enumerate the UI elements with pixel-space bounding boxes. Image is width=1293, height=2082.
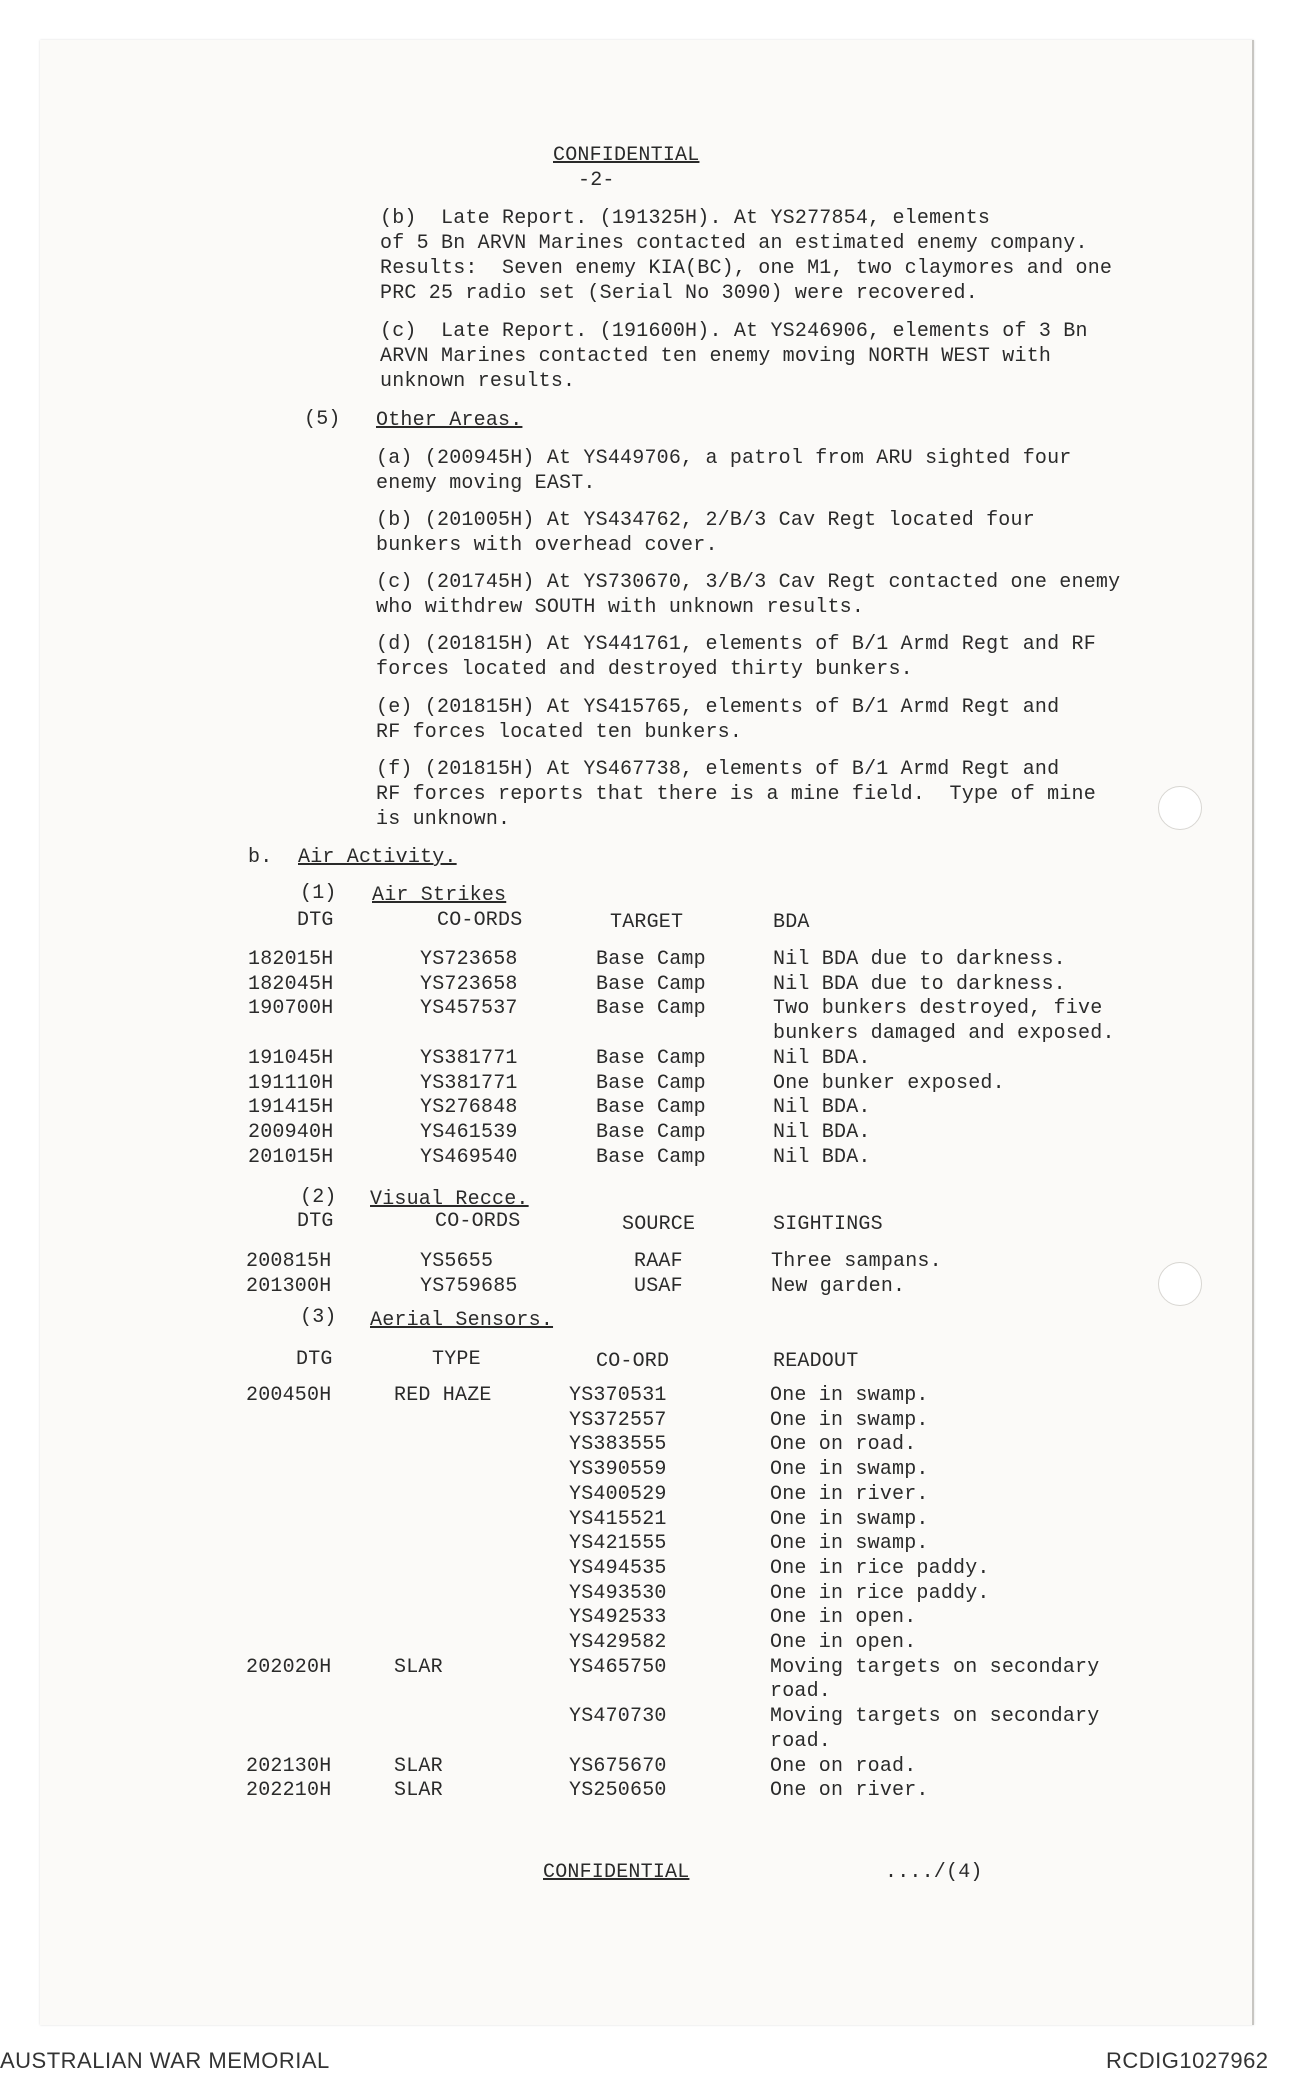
visual-recce-number: (2) (300, 1186, 337, 1209)
aerial-sensor-coord: YS372557 (569, 1408, 667, 1432)
aerial-sensor-coord: YS465750 (569, 1655, 667, 1679)
air-strike-target: Base Camp (596, 1071, 706, 1095)
air-strike-target: Base Camp (596, 1145, 706, 1169)
air-strike-coords: YS723658 (420, 948, 518, 971)
other-areas-item: RF forces located ten bunkers. (376, 721, 743, 744)
aerial-sensor-coord: YS493530 (569, 1581, 667, 1605)
air-strikes-col-coords: CO-ORDS (437, 909, 523, 932)
aerial-sensor-readout: One in open. (770, 1606, 917, 1630)
aerial-sensor-coord: YS415521 (569, 1507, 667, 1531)
footer-continuation: ..../(4) (885, 1861, 983, 1884)
air-strike-bda: Two bunkers destroyed, five (773, 997, 1103, 1021)
air-strike-bda: bunkers damaged and exposed. (773, 1022, 1115, 1046)
air-strikes-col-dtg: DTG (297, 909, 334, 932)
aerial-sensor-coord: YS494535 (569, 1556, 667, 1580)
air-strike-coords: YS276848 (420, 1096, 518, 1120)
other-areas-item: (c) (201745H) At YS730670, 3/B/3 Cav Regt contacted one enemy (376, 571, 1121, 594)
aerial-sensor-coord: YS250650 (569, 1779, 667, 1803)
air-activity-letter: b. (248, 846, 273, 869)
air-strike-bda: Nil BDA. (773, 1120, 871, 1144)
para-c-line: ARVN Marines contacted ten enemy moving NORTH WEST with (380, 345, 1052, 368)
archive-institution: AUSTRALIAN WAR MEMORIAL (0, 2048, 330, 2073)
aerial-sensor-coord: YS383555 (569, 1433, 667, 1457)
aerial-sensors-col-readout: READOUT (773, 1350, 859, 1373)
air-strike-bda: Nil BDA. (773, 1096, 871, 1120)
aerial-sensor-dtg: 202210H (246, 1779, 332, 1803)
visual-recce-coords: YS759685 (420, 1274, 518, 1298)
aerial-sensor-readout: One in swamp. (770, 1384, 929, 1407)
footer-classification: CONFIDENTIAL (543, 1861, 690, 1884)
aerial-sensor-readout: Moving targets on secondary (770, 1705, 1100, 1729)
para-b-line: PRC 25 radio set (Serial No 3090) were recovered. (380, 282, 978, 305)
aerial-sensor-coord: YS429582 (569, 1631, 667, 1654)
visual-recce-source: RAAF (634, 1250, 683, 1273)
air-strike-bda: Nil BDA. (773, 1046, 871, 1070)
aerial-sensor-type: SLAR (394, 1655, 443, 1679)
aerial-sensor-type: RED HAZE (394, 1384, 492, 1407)
air-strike-dtg: 201015H (248, 1145, 334, 1169)
para-c-line: (c) Late Report. (191600H). At YS246906, elements of 3 Bn (380, 320, 1088, 343)
air-strikes-col-bda: BDA (773, 911, 810, 934)
visual-recce-col-coords: CO-ORDS (435, 1210, 521, 1233)
aerial-sensor-dtg: 202020H (246, 1655, 332, 1679)
air-strikes-heading: Air Strikes (372, 884, 507, 907)
other-areas-item: (a) (200945H) At YS449706, a patrol from ARU sighted four (376, 447, 1072, 470)
aerial-sensors-heading: Aerial Sensors. (370, 1309, 554, 1332)
aerial-sensor-dtg: 200450H (246, 1384, 332, 1407)
visual-recce-col-sightings: SIGHTINGS (773, 1213, 883, 1236)
air-strike-coords: YS457537 (420, 997, 518, 1021)
air-strike-coords: YS381771 (420, 1046, 518, 1070)
other-areas-item: (b) (201005H) At YS434762, 2/B/3 Cav Regt located four (376, 509, 1035, 532)
aerial-sensor-coord: YS470730 (569, 1705, 667, 1729)
air-strike-bda: Nil BDA due to darkness. (773, 972, 1066, 996)
other-areas-item: forces located and destroyed thirty bunkers. (376, 658, 913, 681)
para-c-line: unknown results. (380, 370, 576, 393)
aerial-sensor-readout: One in swamp. (770, 1408, 929, 1432)
archive-reference: RCDIG1027962 (1106, 2048, 1269, 2073)
air-strike-coords: YS723658 (420, 972, 518, 996)
visual-recce-dtg: 200815H (246, 1250, 332, 1273)
punch-hole-bottom (1158, 1262, 1202, 1306)
aerial-sensor-dtg: 202130H (246, 1754, 332, 1778)
air-strike-target: Base Camp (596, 972, 706, 996)
aerial-sensor-coord: YS370531 (569, 1384, 667, 1407)
air-strike-bda: One bunker exposed. (773, 1071, 1005, 1095)
air-strikes-number: (1) (300, 882, 337, 905)
aerial-sensors-col-coord: CO-ORD (596, 1350, 670, 1373)
other-areas-item: who withdrew SOUTH with unknown results. (376, 596, 865, 619)
visual-recce-col-source: SOURCE (622, 1213, 696, 1236)
aerial-sensor-readout: One on road. (770, 1754, 917, 1778)
visual-recce-sightings: Three sampans. (771, 1250, 942, 1273)
air-strike-dtg: 200940H (248, 1120, 334, 1144)
air-strike-coords: YS461539 (420, 1120, 518, 1144)
aerial-sensor-coord: YS675670 (569, 1754, 667, 1778)
other-areas-item: (f) (201815H) At YS467738, elements of B/1 Armd Regt and (376, 758, 1060, 781)
air-strike-target: Base Camp (596, 1120, 706, 1144)
aerial-sensor-readout: One in open. (770, 1631, 917, 1654)
other-areas-item: enemy moving EAST. (376, 472, 596, 495)
air-strike-bda: Nil BDA. (773, 1145, 871, 1169)
aerial-sensors-number: (3) (300, 1306, 337, 1329)
header-classification: CONFIDENTIAL (553, 144, 700, 167)
aerial-sensor-type: SLAR (394, 1779, 443, 1803)
header-page-number: -2- (578, 169, 615, 192)
aerial-sensor-readout: One in river. (770, 1482, 929, 1506)
aerial-sensor-coord: YS492533 (569, 1606, 667, 1630)
aerial-sensor-coord: YS390559 (569, 1458, 667, 1482)
air-strike-dtg: 190700H (248, 997, 334, 1021)
aerial-sensor-readout: Moving targets on secondary (770, 1655, 1100, 1679)
aerial-sensor-coord: YS421555 (569, 1532, 667, 1556)
air-strike-target: Base Camp (596, 948, 706, 971)
other-areas-item: (d) (201815H) At YS441761, elements of B/1 Armd Regt and RF (376, 633, 1096, 656)
punch-hole-top (1158, 786, 1202, 830)
visual-recce-source: USAF (634, 1274, 683, 1298)
other-areas-heading: Other Areas. (376, 409, 523, 432)
air-strike-dtg: 191110H (248, 1071, 334, 1095)
air-strike-target: Base Camp (596, 997, 706, 1021)
aerial-sensors-col-type: TYPE (432, 1348, 481, 1371)
visual-recce-coords: YS5655 (420, 1250, 494, 1273)
aerial-sensor-readout: road. (770, 1680, 832, 1704)
para-b-line: (b) Late Report. (191325H). At YS277854, elements (380, 207, 991, 230)
other-areas-item: is unknown. (376, 808, 511, 831)
aerial-sensor-coord: YS400529 (569, 1482, 667, 1506)
visual-recce-col-dtg: DTG (297, 1210, 334, 1233)
aerial-sensor-readout: One in rice paddy. (770, 1556, 990, 1580)
air-strike-coords: YS469540 (420, 1145, 518, 1169)
para-b-line: of 5 Bn ARVN Marines contacted an estimated enemy company. (380, 232, 1088, 255)
air-strike-target: Base Camp (596, 1046, 706, 1070)
other-areas-item: RF forces reports that there is a mine field. Type of mine (376, 783, 1096, 806)
other-areas-item: bunkers with overhead cover. (376, 534, 718, 557)
air-strike-dtg: 191415H (248, 1096, 334, 1120)
air-strike-bda: Nil BDA due to darkness. (773, 948, 1066, 971)
visual-recce-sightings: New garden. (771, 1274, 906, 1298)
para-b-line: Results: Seven enemy KIA(BC), one M1, two claymores and one (380, 257, 1113, 280)
aerial-sensor-type: SLAR (394, 1754, 443, 1778)
aerial-sensors-col-dtg: DTG (296, 1348, 333, 1371)
aerial-sensor-readout: One in rice paddy. (770, 1581, 990, 1605)
air-strike-dtg: 182045H (248, 972, 334, 996)
air-activity-heading: Air Activity. (298, 846, 457, 869)
visual-recce-heading: Visual Recce. (370, 1188, 529, 1211)
aerial-sensor-readout: One in swamp. (770, 1458, 929, 1482)
aerial-sensor-readout: One on river. (770, 1779, 929, 1803)
air-strike-dtg: 182015H (248, 948, 334, 971)
air-strike-coords: YS381771 (420, 1071, 518, 1095)
aerial-sensor-readout: road. (770, 1729, 832, 1753)
air-strike-dtg: 191045H (248, 1046, 334, 1070)
aerial-sensor-readout: One on road. (770, 1433, 917, 1457)
aerial-sensor-readout: One in swamp. (770, 1532, 929, 1556)
air-strikes-col-target: TARGET (610, 911, 684, 934)
other-areas-item: (e) (201815H) At YS415765, elements of B/1 Armd Regt and (376, 696, 1060, 719)
air-strike-target: Base Camp (596, 1096, 706, 1120)
other-areas-number: (5) (304, 408, 341, 431)
aerial-sensor-readout: One in swamp. (770, 1507, 929, 1531)
visual-recce-dtg: 201300H (246, 1274, 332, 1298)
